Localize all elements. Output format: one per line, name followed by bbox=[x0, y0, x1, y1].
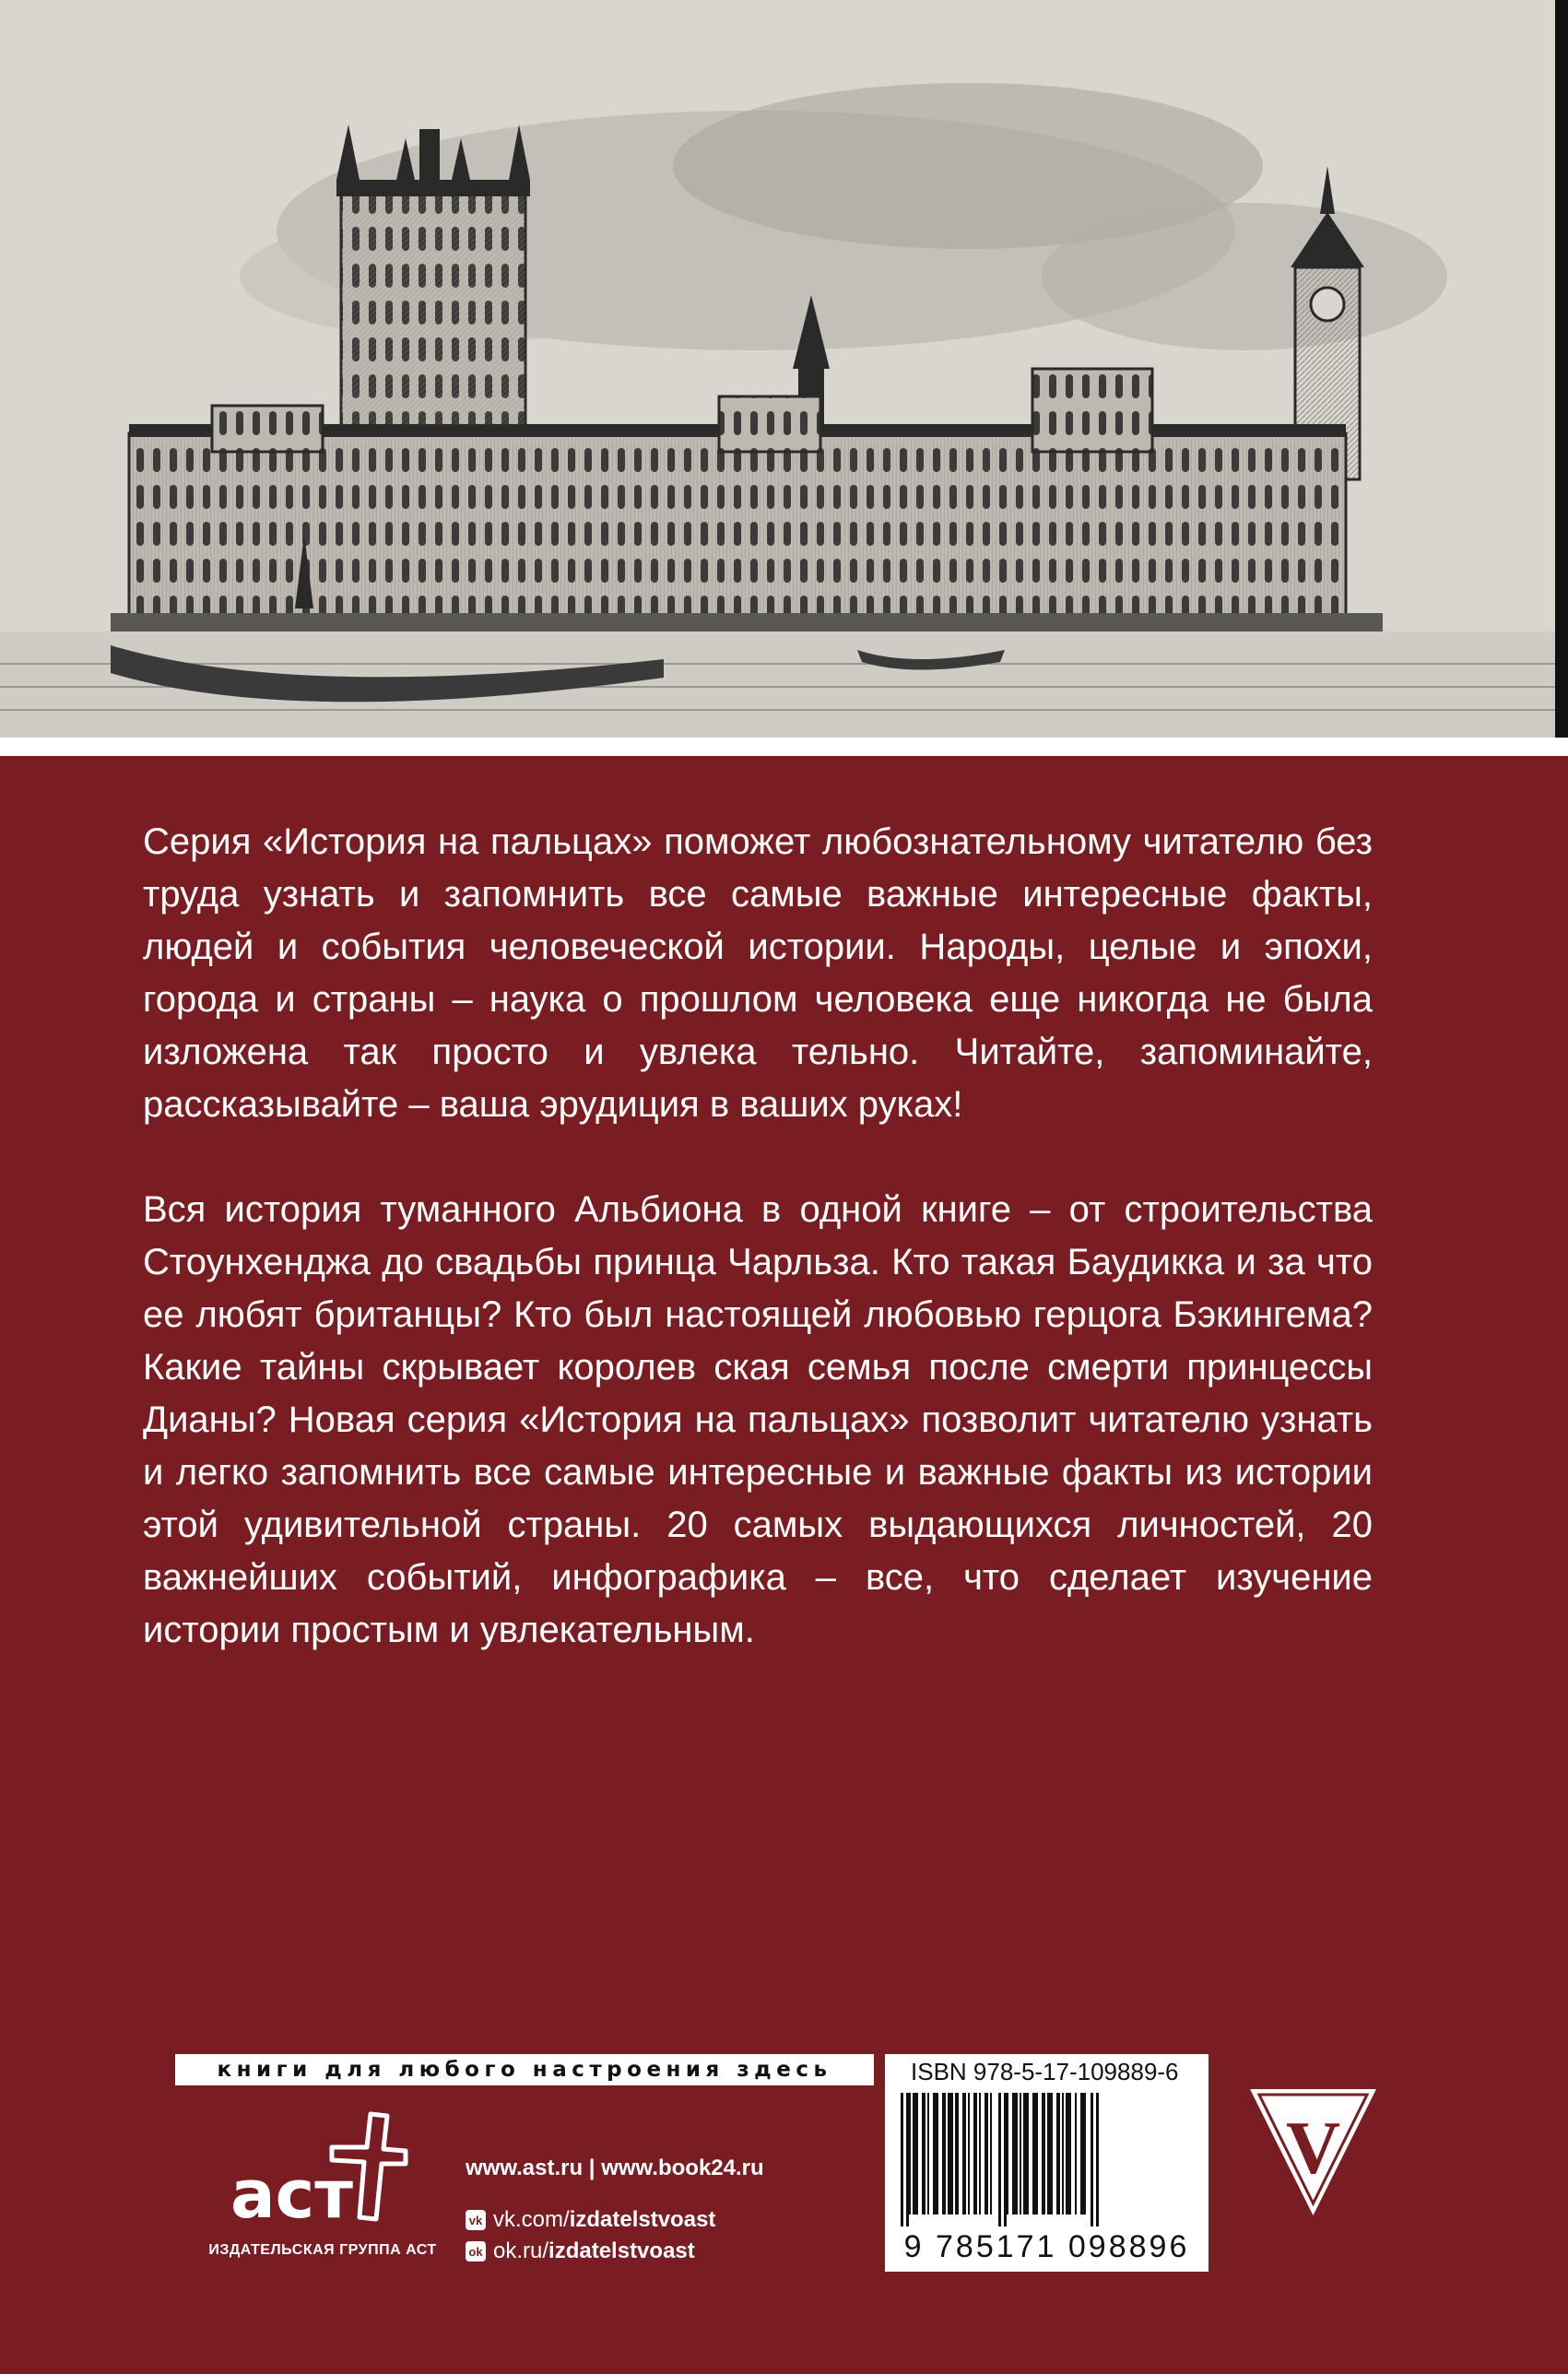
description-paragraph-1: Серия «История на пальцах» поможет любознательному читателю без труда узнать и запомнить все самые важные интересные факты, людей и события человеческой истории. Народы, целые и эпохи, города и страны – наука о прошлом человека еще никогда не была изложена так просто и увлека тельно. Читайте, запоминайте, рассказывайте – ваша эрудиция в ваших руках! bbox=[143, 821, 1373, 1125]
barcode-bar bbox=[1062, 2093, 1064, 2215]
v-triangle-logo bbox=[1246, 2085, 1380, 2219]
barcode-bar bbox=[927, 2093, 929, 2215]
description-paragraph-2: Вся история туманного Альбиона в одной книге – от строительства Стоунхенджа до свадьбы принца Чарльза. Кто такая Баудикка и за что ее любят британцы? Кто был настоящей любовью герцога Бэкингема? Какие тайны скрывает королев ская семья после смерти принцессы Дианы? Новая серия «История на пальцах» позволит читателю узнать и легко запомнить все самые интересные и важные факты из истории этой удивительной страны. 20 самых выдающихся личностей, 20 важнейших событий, инфографика – все, что сделает изучение истории простым и увлекательным. bbox=[143, 1189, 1373, 1650]
barcode-bar bbox=[1007, 2093, 1008, 2215]
publisher-links bbox=[466, 2153, 764, 2267]
odnoklassniki-icon: ok bbox=[466, 2241, 486, 2262]
barcode-bar bbox=[979, 2093, 981, 2215]
ok-prefix[interactable]: ok.ru/ bbox=[493, 2238, 549, 2263]
barcode-guard-bar bbox=[998, 2093, 1001, 2226]
barcode-bar bbox=[1042, 2093, 1045, 2215]
vk-link[interactable] bbox=[466, 2204, 764, 2236]
barcode-bar bbox=[962, 2093, 966, 2215]
ast-caption: ИЗДАТЕЛЬСКАЯ ГРУППА АСТ bbox=[208, 2242, 437, 2258]
barcode-bar bbox=[1032, 2093, 1038, 2215]
barcode-guard-bar bbox=[1004, 2093, 1007, 2226]
cover-engraving bbox=[0, 0, 1568, 738]
barcode-bar bbox=[1012, 2093, 1018, 2215]
barcode-bars bbox=[892, 2093, 1201, 2226]
ast-logo-graphic bbox=[221, 2107, 433, 2226]
barcode-bar bbox=[1020, 2093, 1021, 2215]
barcode-bar bbox=[973, 2093, 977, 2215]
barcode-bar bbox=[948, 2093, 953, 2215]
barcode-bar bbox=[913, 2093, 918, 2215]
ast-logo-text: аст bbox=[230, 2155, 353, 2226]
barcode-bar bbox=[909, 2093, 911, 2215]
v-logo-graphic bbox=[1246, 2085, 1380, 2219]
ast-logo bbox=[221, 2107, 433, 2226]
barcode-bar bbox=[933, 2093, 938, 2215]
barcode-bar bbox=[968, 2093, 970, 2215]
ok-handle[interactable]: izdatelstvoast bbox=[548, 2238, 695, 2263]
barcode-bar bbox=[1056, 2093, 1060, 2215]
barcode-guard-bar bbox=[1091, 2093, 1093, 2226]
barcode-bar bbox=[942, 2093, 946, 2215]
publisher-tagline bbox=[175, 2054, 874, 2085]
isbn-label: ISBN 978-5-17-109889-6 bbox=[911, 2058, 1179, 2085]
barcode-box bbox=[885, 2054, 1208, 2272]
vk-handle[interactable]: izdatelstvoast bbox=[569, 2207, 716, 2232]
barcode-bar bbox=[984, 2093, 988, 2215]
vk-prefix[interactable]: vk.com/ bbox=[493, 2207, 570, 2232]
barcode-bar bbox=[1066, 2093, 1071, 2215]
barcode-bar bbox=[1047, 2093, 1053, 2215]
barcode-guard-bar bbox=[901, 2093, 903, 2226]
websites-text[interactable]: www.ast.ru | www.book24.ru bbox=[466, 2155, 764, 2180]
v-logo-letter: V bbox=[1285, 2106, 1341, 2190]
barcode-bar bbox=[922, 2093, 925, 2215]
vk-icon: vk bbox=[466, 2210, 486, 2230]
barcode-bar bbox=[1075, 2093, 1077, 2215]
barcode-digits: 9 785171 098896 bbox=[903, 2229, 1190, 2264]
ok-link[interactable] bbox=[466, 2236, 764, 2267]
barcode-guard-bar bbox=[906, 2093, 909, 2226]
parliament-engraving-illustration bbox=[0, 0, 1568, 738]
description-block bbox=[143, 816, 1373, 1657]
barcode-bar bbox=[990, 2093, 992, 2215]
websites-link[interactable] bbox=[466, 2153, 764, 2184]
edge-rule bbox=[1555, 0, 1568, 738]
barcode-bar bbox=[1080, 2093, 1086, 2215]
barcode-bar bbox=[955, 2093, 959, 2215]
tagline-text: книги для любого настроения здесь bbox=[217, 2058, 832, 2082]
barcode-guard-bar bbox=[1096, 2093, 1099, 2226]
separator-band bbox=[0, 738, 1568, 756]
barcode-bar bbox=[1023, 2093, 1029, 2215]
